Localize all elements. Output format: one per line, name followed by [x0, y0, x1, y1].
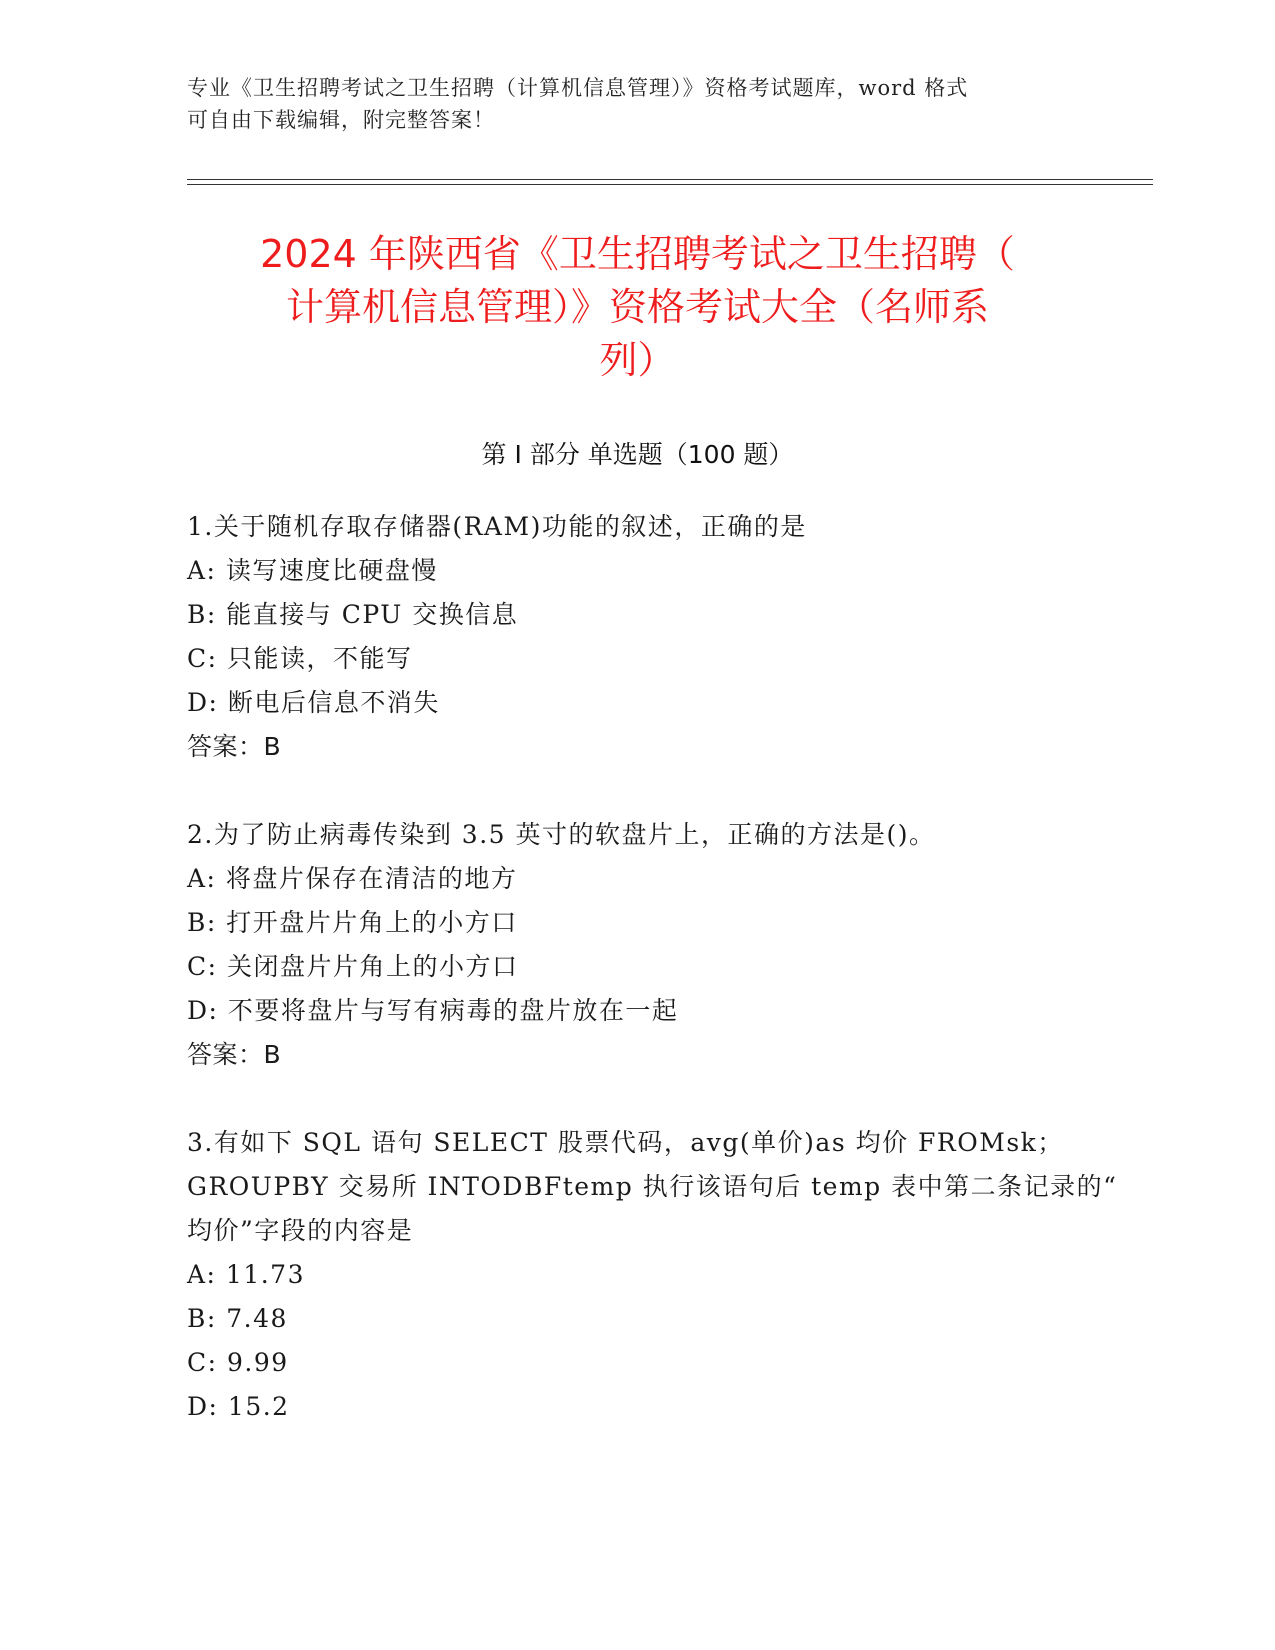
document-title-line-2: 计算机信息管理）》资格考试大全（名师系 — [285, 285, 989, 329]
header-note-line-1: 专业《卫生招聘考试之卫生招聘（计算机信息管理）》资格考试题库，word 格式 — [187, 76, 969, 100]
document-title — [150, 228, 1125, 387]
question-1-option-c: C: 只能读，不能写 — [187, 644, 413, 673]
question-1-option-a: A: 读写速度比硬盘慢 — [187, 556, 438, 585]
question-3-stem-line-3: 均价”字段的内容是 — [187, 1216, 414, 1245]
document-title-line-3: 列） — [599, 338, 676, 382]
header-divider-top — [187, 179, 1153, 180]
question-3-stem-line-2: GROUPBY 交易所 INTODBFtemp 执行该语句后 temp 表中第二条记录的“ — [187, 1172, 1118, 1201]
question-3-option-c: C: 9.99 — [187, 1348, 289, 1377]
header-note-line-2: 可自由下载编辑，附完整答案！ — [187, 108, 495, 132]
section-heading: 第 I 部分 单选题（100 题） — [481, 440, 794, 469]
header-divider-bottom — [187, 184, 1153, 185]
question-3-option-b: B: 7.48 — [187, 1304, 288, 1333]
question-2-answer: 答案：B — [187, 1040, 282, 1069]
question-1-option-d: D: 断电后信息不消失 — [187, 688, 440, 717]
question-3-option-d: D: 15.2 — [187, 1392, 290, 1421]
header-note — [187, 72, 1067, 136]
question-1-option-b: B: 能直接与 CPU 交换信息 — [187, 600, 519, 629]
question-2-option-b: B: 打开盘片片角上的小方口 — [187, 908, 518, 937]
question-2-stem: 2.为了防止病毒传染到 3.5 英寸的软盘片上，正确的方法是()。 — [187, 820, 936, 849]
question-3-option-a: A: 11.73 — [187, 1260, 305, 1289]
document-title-line-1: 2024 年陕西省《卫生招聘考试之卫生招聘（ — [260, 232, 1015, 276]
question-1-stem: 1.关于随机存取存储器(RAM)功能的叙述，正确的是 — [187, 512, 807, 541]
question-1-answer: 答案：B — [187, 732, 282, 761]
question-2-option-a: A: 将盘片保存在清洁的地方 — [187, 864, 518, 893]
question-2-option-c: C: 关闭盘片片角上的小方口 — [187, 952, 519, 981]
question-2-option-d: D: 不要将盘片与写有病毒的盘片放在一起 — [187, 996, 679, 1025]
question-3-stem-line-1: 3.有如下 SQL 语句 SELECT 股票代码，avg(单价)as 均价 FROMsk； — [187, 1128, 1064, 1157]
